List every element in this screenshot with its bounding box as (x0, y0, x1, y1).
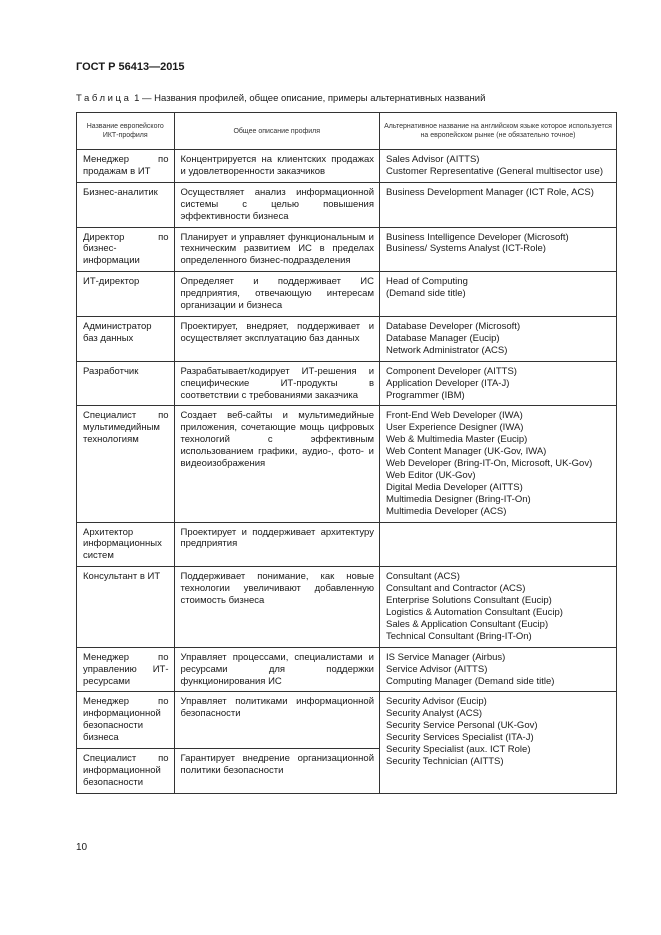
caption-label: Таблица (76, 93, 132, 104)
alternative-name: Service Advisor (AITTS) (386, 663, 488, 675)
table-body (77, 150, 617, 794)
alternative-name: Technical Consultant (Bring-IT-On) (386, 630, 532, 642)
table-row (77, 227, 617, 272)
alternative-name: Business Intelligence Developer (Microsoft) (386, 231, 569, 243)
alternative-name: Security Technician (AITTS) (386, 755, 504, 767)
alternative-name: User Experience Designer (IWA) (386, 422, 524, 434)
header-name: Название европейского ИКТ-профиля (77, 113, 175, 150)
profile-alternatives (380, 406, 617, 522)
profile-name: Специалист по мультимедийным технологиям (77, 406, 175, 522)
table-row (77, 567, 617, 647)
alternative-name: Application Developer (ITA-J) (386, 377, 510, 389)
table-row (77, 692, 617, 749)
profile-name: Менеджер по информационной безопасности бизнеса (77, 692, 175, 749)
alternative-name: Database Manager (Eucip) (386, 332, 500, 344)
caption-text: — Названия профилей, общее описание, примеры альтернативных названий (139, 93, 486, 104)
table-row (77, 647, 617, 692)
table-row (77, 406, 617, 522)
profile-alternatives (380, 361, 617, 406)
alternative-name: IS Service Manager (Airbus) (386, 651, 506, 663)
profile-description: Осуществляет анализ информационной системы с целью повышения эффективности бизнеса (174, 182, 380, 227)
profile-alternatives (380, 522, 617, 567)
alternative-name: Logistics & Automation Consultant (Eucip) (386, 607, 563, 618)
table-row (77, 272, 617, 317)
profile-description: Управляет политиками информационной безопасности (174, 692, 380, 749)
table-row (77, 361, 617, 406)
alternative-name: Security Analyst (ACS) (386, 708, 483, 720)
alternative-name: Enterprise Solutions Consultant (Eucip) (386, 595, 552, 607)
profile-description: Управляет процессами, специалистами и ресурсами для поддержки функционирования ИС (174, 647, 380, 692)
profiles-table (76, 112, 617, 794)
profile-alternatives (380, 150, 617, 183)
profile-name: Архитектор информационных систем (77, 522, 175, 567)
table-row (77, 150, 617, 183)
alternative-name: Sales Advisor (AITTS) (386, 154, 480, 165)
alternative-name: Business Development Manager (ICT Role, ACS) (386, 186, 594, 198)
table-row (77, 522, 617, 567)
profile-description: Проектирует и поддерживает архитектуру предприятия (174, 522, 380, 567)
profile-alternatives (380, 316, 617, 361)
alternative-name: Customer Representative (General multisector use) (386, 165, 604, 177)
profile-name: Менеджер по управлению ИТ-ресурсами (77, 647, 175, 692)
header-alternative: Альтернативное название на английском языке которое используется на европейском рынке (не обязательно точное) (380, 113, 617, 150)
alternative-name: Computing Manager (Demand side title) (386, 675, 555, 687)
profile-name: Специалист по информационной безопасности (77, 749, 175, 794)
alternative-name: Consultant and Contractor (ACS) (386, 583, 526, 595)
alternative-name: Security Services Specialist (ITA-J) (386, 732, 534, 744)
header-description: Общее описание профиля (174, 113, 380, 150)
profile-alternatives (380, 647, 617, 692)
alternative-name: Database Developer (Microsoft) (386, 320, 521, 332)
profile-description: Поддерживает понимание, как новые технологии увеличивают добавленную стоимость бизнеса (174, 567, 380, 647)
caption-number: 1 (134, 93, 140, 104)
profile-alternatives (380, 227, 617, 272)
alternative-name: Programmer (IBM) (386, 389, 465, 401)
table-row (77, 182, 617, 227)
alternative-name: Business/ Systems Analyst (ICT-Role) (386, 243, 546, 255)
alternative-name: Front-End Web Developer (IWA) (386, 410, 523, 422)
alternative-name: Sales & Application Consultant (Eucip) (386, 618, 549, 630)
profile-description: Проектирует, внедряет, поддерживает и осуществляет эксплуатацию баз данных (174, 316, 380, 361)
table-header-row (77, 113, 617, 150)
profile-name: ИТ-директор (77, 272, 175, 317)
profile-description: Концентрируется на клиентских продажах и удовлетворенности заказчиков (174, 150, 380, 183)
alternative-name: (Demand side title) (386, 288, 466, 300)
profile-name: Разработчик (77, 361, 175, 406)
profile-name: Менеджер по продажам в ИТ (77, 150, 175, 183)
alternative-name: Security Advisor (Eucip) (386, 696, 487, 708)
alternative-name: Security Service Personal (UK-Gov) (386, 720, 538, 732)
document-header: ГОСТ Р 56413—2015 (76, 61, 185, 73)
profile-alternatives (380, 182, 617, 227)
profile-name: Консультант в ИТ (77, 567, 175, 647)
profile-description: Определяет и поддерживает ИС предприятия, отвечающую интересам организации и бизнеса (174, 272, 380, 317)
alternative-name: Web Editor (UK-Gov) (386, 469, 476, 481)
alternative-name: Web & Multimedia Master (Eucip) (386, 434, 528, 446)
profile-alternatives (380, 567, 617, 647)
alternative-name: Multimedia Designer (Bring-IT-On) (386, 493, 531, 505)
alternative-name: Web Developer (Bring-IT-On, Microsoft, UK-Gov) (386, 458, 593, 470)
profile-description: Разрабатывает/кодирует ИТ-решения и специфические ИТ-продукты в соответствии с требованиями заказчика (174, 361, 380, 406)
profile-description: Планирует и управляет функциональным и техническим развитием ИС в пределах определенного бизнес-подразделения (174, 227, 380, 272)
alternative-name: Head of Computing (386, 276, 468, 288)
profile-alternatives (380, 272, 617, 317)
profile-name: Директор по бизнес-информации (77, 227, 175, 272)
profile-name: Бизнес-аналитик (77, 182, 175, 227)
table-caption (76, 93, 485, 104)
page-number: 10 (76, 842, 88, 853)
alternative-name: Component Developer (AITTS) (386, 365, 517, 377)
alternative-name: Web Content Manager (UK-Gov, IWA) (386, 446, 547, 458)
alternative-name: Digital Media Developer (AITTS) (386, 481, 523, 493)
profile-description: Создает веб-сайты и мультимедийные приложения, сочетающие мощь цифровых технологий с эффективным использованием графики, аудио-, фото- и видеоизображения (174, 406, 380, 522)
profile-name: Администратор баз данных (77, 316, 175, 361)
alternative-name: Network Administrator (ACS) (386, 344, 508, 356)
alternative-name: Multimedia Developer (ACS) (386, 505, 507, 517)
table-row (77, 316, 617, 361)
profile-description: Гарантирует внедрение организационной политики безопасности (174, 749, 380, 794)
profile-alternatives (380, 692, 617, 793)
alternative-name: Security Specialist (aux. ICT Role) (386, 744, 531, 756)
alternative-name: Consultant (ACS) (386, 571, 460, 583)
